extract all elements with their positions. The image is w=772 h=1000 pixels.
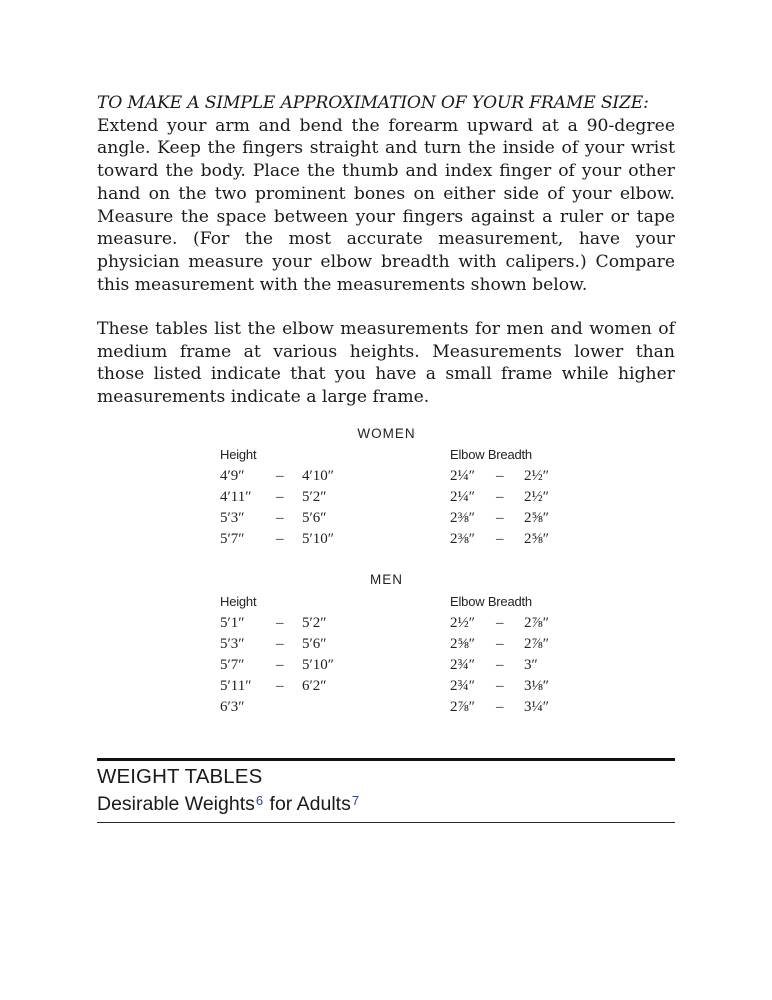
table-row: [220, 510, 580, 530]
height-from-cell: 5′1″: [220, 615, 245, 631]
height-to-cell: 5′2″: [302, 615, 327, 631]
breadth-to-cell: 2⅝″: [524, 531, 549, 547]
section-divider-thick: [97, 758, 675, 761]
breadth-to-cell: 3⅛″: [524, 678, 549, 694]
women-breadth-header: Elbow Breadth: [450, 447, 532, 462]
women-height-header: Height: [220, 447, 257, 462]
weight-tables-title: WEIGHT TABLES: [97, 765, 263, 788]
table-row: [220, 657, 580, 677]
breadth-dash-cell: –: [496, 678, 504, 694]
breadth-dash-cell: –: [496, 615, 504, 631]
breadth-from-cell: 2¾″: [450, 657, 475, 673]
breadth-dash-cell: –: [496, 468, 504, 484]
breadth-dash-cell: –: [496, 657, 504, 673]
table-row: [220, 699, 580, 719]
height-dash-cell: –: [276, 510, 284, 526]
men-breadth-header: Elbow Breadth: [450, 594, 532, 609]
instructions-heading: TO MAKE A SIMPLE APPROXIMATION OF YOUR FRAME SIZE:: [97, 93, 649, 113]
height-to-cell: 5′6″: [302, 636, 327, 652]
breadth-to-cell: 2⅞″: [524, 615, 549, 631]
breadth-to-cell: 2½″: [524, 468, 549, 484]
breadth-from-cell: 2⅜″: [450, 510, 475, 526]
breadth-to-cell: 2⅞″: [524, 636, 549, 652]
instructions-paragraph: [97, 92, 675, 296]
breadth-from-cell: 2⅝″: [450, 636, 475, 652]
breadth-from-cell: 2⅞″: [450, 699, 475, 715]
table-row: [220, 678, 580, 698]
breadth-to-cell: 2½″: [524, 489, 549, 505]
breadth-from-cell: 2¼″: [450, 468, 475, 484]
explanation-text: These tables list the elbow measurements for men and women of medium frame at various heights. Measurements lower than those listed indicate that you have a small frame while higher measurements indicate a large frame.: [97, 319, 675, 408]
breadth-from-cell: 2¾″: [450, 678, 475, 694]
table-row: [220, 531, 580, 551]
breadth-dash-cell: –: [496, 636, 504, 652]
height-dash-cell: –: [276, 615, 284, 631]
height-dash-cell: –: [276, 468, 284, 484]
height-to-cell: 5′10″: [302, 657, 335, 673]
height-from-cell: 4′11″: [220, 489, 252, 505]
explanation-paragraph: [97, 318, 675, 409]
height-dash-cell: –: [276, 489, 284, 505]
breadth-to-cell: 3″: [524, 657, 538, 673]
height-to-cell: 6′2″: [302, 678, 327, 694]
table-row: [220, 489, 580, 509]
height-dash-cell: –: [276, 678, 284, 694]
height-dash-cell: –: [276, 636, 284, 652]
breadth-to-cell: 2⅝″: [524, 510, 549, 526]
height-from-cell: 4′9″: [220, 468, 245, 484]
instructions-text: Extend your arm and bend the forearm upward at a 90-degree angle. Keep the fingers straight and turn the inside of your wrist toward the body. Place the thumb and index finger of your other hand on the two prominent bones on either side of your elbow. Measure the space between your fingers against a ruler or tape measure. (For the most accurate measurement, have your physician measure your elbow breadth with calipers.) Compare this measurement with the measurements shown below.: [97, 115, 675, 295]
section-divider-thin: [97, 822, 675, 823]
height-to-cell: 5′2″: [302, 489, 327, 505]
subtitle-part2: for Adults: [264, 793, 351, 815]
weight-tables-subtitle: [97, 793, 360, 816]
breadth-dash-cell: –: [496, 531, 504, 547]
height-to-cell: 5′10″: [302, 531, 335, 547]
height-dash-cell: –: [276, 657, 284, 673]
breadth-from-cell: 2¼″: [450, 489, 475, 505]
breadth-from-cell: 2⅜″: [450, 531, 475, 547]
height-from-cell: 5′3″: [220, 510, 245, 526]
height-dash-cell: –: [276, 531, 284, 547]
breadth-dash-cell: –: [496, 489, 504, 505]
table-row: [220, 615, 580, 635]
height-from-cell: 5′7″: [220, 531, 245, 547]
breadth-to-cell: 3¼″: [524, 699, 549, 715]
height-from-cell: 5′11″: [220, 678, 252, 694]
men-elbow-table: [220, 572, 580, 722]
subtitle-part1: Desirable Weights: [97, 793, 255, 815]
height-from-cell: 5′7″: [220, 657, 245, 673]
breadth-dash-cell: –: [496, 699, 504, 715]
table-row: [220, 468, 580, 488]
height-from-cell: 5′3″: [220, 636, 245, 652]
men-height-header: Height: [220, 594, 257, 609]
footnote-ref-6[interactable]: 6: [255, 793, 264, 808]
height-from-cell: 6′3″: [220, 699, 245, 715]
breadth-dash-cell: –: [496, 510, 504, 526]
women-table-title: WOMEN: [357, 426, 416, 441]
men-table-title: MEN: [370, 572, 403, 587]
height-to-cell: 5′6″: [302, 510, 327, 526]
women-elbow-table: [220, 426, 580, 556]
footnote-ref-7[interactable]: 7: [351, 793, 360, 808]
height-to-cell: 4′10″: [302, 468, 335, 484]
breadth-from-cell: 2½″: [450, 615, 475, 631]
table-row: [220, 636, 580, 656]
